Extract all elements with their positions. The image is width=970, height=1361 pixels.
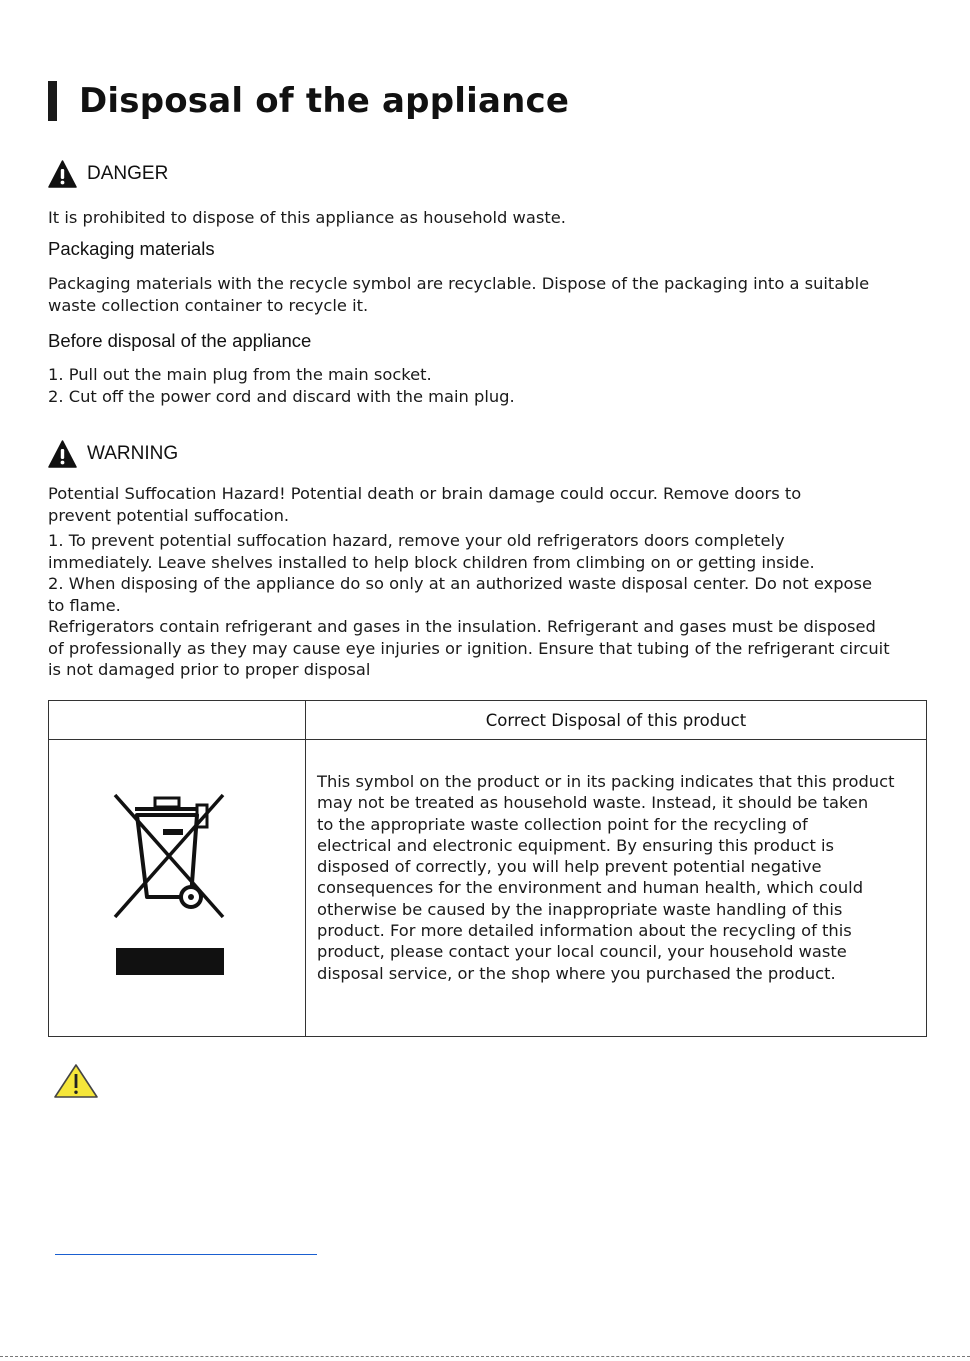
page-divider: [0, 1356, 970, 1357]
warning-body-line: is not damaged prior to proper disposal: [48, 660, 371, 679]
warning-body-line: 2. When disposing of the appliance do so only at an authorized waste disposal center. Do not expose: [48, 574, 873, 593]
packaging-paragraph: [48, 273, 928, 316]
disposal-table: [48, 700, 927, 1037]
warning-intro: [48, 483, 928, 526]
link-underline[interactable]: [55, 1254, 317, 1255]
description-line: to the appropriate waste collection point for the recycling of: [317, 814, 808, 834]
description-line: This symbol on the product or in its packing indicates that this product: [317, 772, 895, 791]
warning-icon: [48, 440, 77, 468]
disposal-description: [317, 771, 917, 984]
warning-body: [48, 530, 928, 681]
description-line: disposal service, or the shop where you purchased the product.: [317, 963, 836, 983]
danger-alert: [48, 160, 168, 188]
danger-label: DANGER: [87, 163, 169, 184]
crossed-out-wheelie-bin-icon: [113, 793, 225, 977]
description-line: product, please contact your local council, your household waste: [317, 942, 847, 962]
table-header-divider: [49, 739, 926, 740]
warning-body-line: Refrigerators contain refrigerant and gases in the insulation. Refrigerant and gases must be disposed: [48, 617, 876, 636]
warning-body-line: immediately. Leave shelves installed to help block children from climbing on or getting inside.: [48, 552, 815, 572]
packaging-line: Packaging materials with the recycle symbol are recyclable. Dispose of the packaging into a suitable: [48, 274, 870, 293]
warning-body-line: of professionally as they may cause eye injuries or ignition. Ensure that tubing of the refrigerant circuit: [48, 638, 890, 658]
warning-intro-line: Potential Suffocation Hazard! Potential death or brain damage could occur. Remove doors to: [48, 484, 802, 503]
packaging-line: waste collection container to recycle it.: [48, 295, 369, 315]
danger-text: It is prohibited to dispose of this appliance as household waste.: [48, 208, 566, 227]
page-title-block: [48, 80, 569, 122]
before-disposal-steps: [48, 364, 928, 407]
page-title: Disposal of the appliance: [79, 81, 570, 121]
description-line: electrical and electronic equipment. By ensuring this product is: [317, 835, 835, 855]
description-line: otherwise be caused by the inappropriate waste handling of this: [317, 899, 843, 919]
table-header: Correct Disposal of this product: [485, 710, 747, 730]
description-line: product. For more detailed information about the recycling of this: [317, 921, 852, 941]
warning-intro-line: prevent potential suffocation.: [48, 505, 290, 525]
step-item: 2. Cut off the power cord and discard with the main plug.: [48, 386, 515, 406]
description-line: disposed of correctly, you will help prevent potential negative: [317, 857, 822, 877]
caution-triangle-icon: [53, 1063, 99, 1099]
description-line: may not be treated as household waste. Instead, it should be taken: [317, 793, 869, 813]
packaging-heading: Packaging materials: [48, 238, 215, 259]
before-disposal-heading: Before disposal of the appliance: [48, 330, 312, 351]
warning-label: WARNING: [87, 443, 179, 464]
warning-body-line: 1. To prevent potential suffocation hazard, remove your old refrigerators doors completely: [48, 531, 785, 550]
table-column-divider: [305, 701, 306, 1036]
step-item: 1. Pull out the main plug from the main socket.: [48, 365, 432, 384]
warning-body-line: to flame.: [48, 595, 121, 615]
warning-alert: [48, 440, 178, 468]
danger-warning-icon: [48, 160, 77, 188]
description-line: consequences for the environment and human health, which could: [317, 878, 864, 898]
title-accent-bar: [48, 81, 57, 121]
